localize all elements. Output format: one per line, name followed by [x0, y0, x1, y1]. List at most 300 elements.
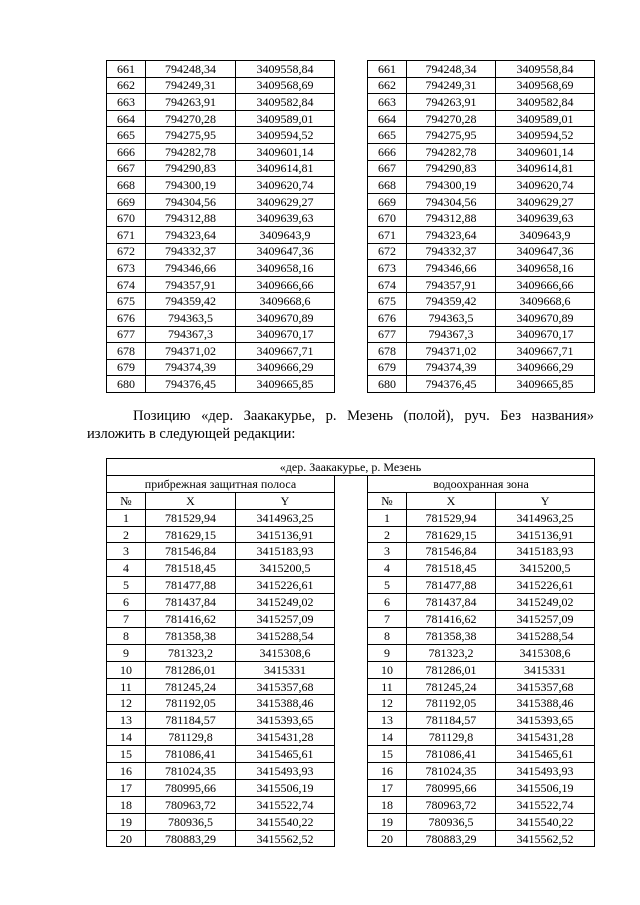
- cell-x-right: 781629,15: [407, 526, 496, 543]
- cell-num-left: 3: [107, 543, 146, 560]
- cell-num-right: 672: [368, 243, 407, 260]
- cell-x-right: 794359,42: [407, 293, 496, 310]
- cell-num-left: 672: [107, 243, 146, 260]
- cell-x-left: 794346,66: [146, 260, 236, 277]
- col-header-y-right: Y: [496, 492, 595, 509]
- cell-x-right: 794275,95: [407, 127, 496, 144]
- cell-x-right: 794371,02: [407, 343, 496, 360]
- table-row: [107, 276, 595, 293]
- cell-num-left: 15: [107, 746, 146, 763]
- gap-cell: [335, 260, 368, 277]
- gap-cell: [335, 712, 368, 729]
- cell-y-left: 3409594,52: [236, 127, 335, 144]
- cell-x-right: 781437,84: [407, 594, 496, 611]
- cell-y-left: 3415388,46: [236, 695, 335, 712]
- cell-x-left: 794282,78: [146, 143, 236, 160]
- cell-num-right: 6: [368, 594, 407, 611]
- cell-y-right: 3409666,66: [496, 276, 595, 293]
- cell-num-left: 1: [107, 509, 146, 526]
- cell-num-right: 2: [368, 526, 407, 543]
- gap-cell: [335, 796, 368, 813]
- cell-y-left: 3409665,85: [236, 376, 335, 393]
- table-row: [107, 543, 595, 560]
- cell-y-left: 3415522,74: [236, 796, 335, 813]
- table-row: [107, 110, 595, 127]
- cell-num-right: 669: [368, 193, 407, 210]
- cell-x-left: 794374,39: [146, 359, 236, 376]
- table-row: [107, 260, 595, 277]
- cell-num-right: 678: [368, 343, 407, 360]
- cell-y-left: 3415183,93: [236, 543, 335, 560]
- cell-x-left: 781286,01: [146, 661, 236, 678]
- cell-y-right: 3409670,17: [496, 326, 595, 343]
- cell-x-right: 794376,45: [407, 376, 496, 393]
- cell-y-right: 3409670,89: [496, 309, 595, 326]
- cell-x-right: 781184,57: [407, 712, 496, 729]
- col-header-y-left: Y: [236, 492, 335, 509]
- cell-num-left: 673: [107, 260, 146, 277]
- cell-y-left: 3415431,28: [236, 729, 335, 746]
- gap-cell: [335, 509, 368, 526]
- cell-y-right: 3409601,14: [496, 143, 595, 160]
- cell-y-left: 3409666,66: [236, 276, 335, 293]
- table-row: [107, 359, 595, 376]
- cell-num-left: 6: [107, 594, 146, 611]
- cell-x-right: 781086,41: [407, 746, 496, 763]
- table-row: [107, 830, 595, 847]
- gap-cell: [335, 526, 368, 543]
- gap-cell: [335, 729, 368, 746]
- cell-y-left: 3409629,27: [236, 193, 335, 210]
- cell-x-right: 781546,84: [407, 543, 496, 560]
- table-row: [107, 627, 595, 644]
- table-row: [107, 77, 595, 94]
- cell-y-right: 3409643,9: [496, 226, 595, 243]
- paragraph-line-1: Позицию «дер. Заакакурье, р. Мезень (полой), руч. Без названия»: [133, 408, 594, 424]
- col-header-num-right: №: [368, 492, 407, 509]
- cell-x-left: 794332,37: [146, 243, 236, 260]
- cell-num-right: 679: [368, 359, 407, 376]
- cell-y-left: 3409667,71: [236, 343, 335, 360]
- cell-num-right: 675: [368, 293, 407, 310]
- cell-x-right: 794263,91: [407, 94, 496, 111]
- cell-y-left: 3409558,84: [236, 61, 335, 78]
- cell-y-left: 3409568,69: [236, 77, 335, 94]
- cell-num-right: 8: [368, 627, 407, 644]
- cell-y-right: 3409629,27: [496, 193, 595, 210]
- left-group-header: прибрежная защитная полоса: [107, 475, 335, 492]
- cell-x-left: 781192,05: [146, 695, 236, 712]
- cell-y-left: 3415288,54: [236, 627, 335, 644]
- cell-x-right: 781477,88: [407, 577, 496, 594]
- cell-num-left: 667: [107, 160, 146, 177]
- table-row: [107, 813, 595, 830]
- cell-y-right: 3409620,74: [496, 177, 595, 194]
- cell-y-left: 3409643,9: [236, 226, 335, 243]
- table-row: [107, 243, 595, 260]
- cell-num-left: 2: [107, 526, 146, 543]
- cell-y-right: 3415465,61: [496, 746, 595, 763]
- cell-num-left: 666: [107, 143, 146, 160]
- gap-cell: [335, 343, 368, 360]
- cell-num-left: 680: [107, 376, 146, 393]
- cell-x-left: 781086,41: [146, 746, 236, 763]
- cell-num-left: 9: [107, 644, 146, 661]
- table-row: [107, 160, 595, 177]
- cell-num-right: 670: [368, 210, 407, 227]
- cell-num-left: 669: [107, 193, 146, 210]
- cell-x-left: 794376,45: [146, 376, 236, 393]
- gap-cell: [335, 193, 368, 210]
- cell-x-left: 780963,72: [146, 796, 236, 813]
- cell-num-right: 674: [368, 276, 407, 293]
- table-row: [107, 763, 595, 780]
- cell-y-right: 3409668,6: [496, 293, 595, 310]
- gap-cell: [335, 309, 368, 326]
- cell-y-left: 3415257,09: [236, 611, 335, 628]
- cell-x-right: 780883,29: [407, 830, 496, 847]
- cell-y-left: 3409666,29: [236, 359, 335, 376]
- table-row: [107, 779, 595, 796]
- table-row: [107, 326, 595, 343]
- cell-num-right: 13: [368, 712, 407, 729]
- cell-y-right: 3415136,91: [496, 526, 595, 543]
- cell-num-right: 5: [368, 577, 407, 594]
- cell-num-right: 673: [368, 260, 407, 277]
- cell-x-right: 794357,91: [407, 276, 496, 293]
- cell-x-left: 794363,5: [146, 309, 236, 326]
- gap-cell: [335, 695, 368, 712]
- table-row: [107, 143, 595, 160]
- gap-cell: [335, 577, 368, 594]
- cell-num-right: 661: [368, 61, 407, 78]
- cell-x-right: 781245,24: [407, 678, 496, 695]
- cell-y-right: 3409582,84: [496, 94, 595, 111]
- right-group-header: водоохранная зона: [368, 475, 595, 492]
- gap-cell: [335, 177, 368, 194]
- gap-cell: [335, 94, 368, 111]
- cell-x-left: 781629,15: [146, 526, 236, 543]
- table-row: [107, 343, 595, 360]
- gap-cell: [335, 226, 368, 243]
- cell-num-right: 19: [368, 813, 407, 830]
- cell-num-left: 5: [107, 577, 146, 594]
- cell-y-right: 3409658,16: [496, 260, 595, 277]
- bottom-table-body: [107, 459, 595, 847]
- cell-num-right: 662: [368, 77, 407, 94]
- cell-y-left: 3415393,65: [236, 712, 335, 729]
- cell-x-right: 794323,64: [407, 226, 496, 243]
- cell-x-left: 794304,56: [146, 193, 236, 210]
- cell-num-left: 17: [107, 779, 146, 796]
- cell-x-left: 780936,5: [146, 813, 236, 830]
- gap-cell: [335, 746, 368, 763]
- cell-y-left: 3409601,14: [236, 143, 335, 160]
- table-row: [107, 577, 595, 594]
- gap-cell: [335, 143, 368, 160]
- cell-x-right: 781286,01: [407, 661, 496, 678]
- table-row: [107, 644, 595, 661]
- gap-cell: [335, 359, 368, 376]
- cell-y-left: 3415506,19: [236, 779, 335, 796]
- cell-x-left: 781529,94: [146, 509, 236, 526]
- cell-x-left: 794367,3: [146, 326, 236, 343]
- cell-y-left: 3415540,22: [236, 813, 335, 830]
- cell-x-left: 781245,24: [146, 678, 236, 695]
- cell-y-right: 3409666,29: [496, 359, 595, 376]
- cell-y-right: 3415540,22: [496, 813, 595, 830]
- cell-y-right: 3409614,81: [496, 160, 595, 177]
- cell-num-left: 16: [107, 763, 146, 780]
- cell-y-left: 3415562,52: [236, 830, 335, 847]
- cell-y-left: 3415357,68: [236, 678, 335, 695]
- cell-x-left: 781546,84: [146, 543, 236, 560]
- gap-cell: [335, 61, 368, 78]
- cell-num-left: 10: [107, 661, 146, 678]
- table-row: [107, 293, 595, 310]
- cell-y-left: 3409668,6: [236, 293, 335, 310]
- table-row: [107, 695, 595, 712]
- cell-x-left: 781437,84: [146, 594, 236, 611]
- cell-y-right: 3415249,02: [496, 594, 595, 611]
- cell-y-left: 3409620,74: [236, 177, 335, 194]
- cell-num-left: 668: [107, 177, 146, 194]
- cell-x-right: 780995,66: [407, 779, 496, 796]
- cell-x-right: 794300,19: [407, 177, 496, 194]
- cell-y-right: 3415257,09: [496, 611, 595, 628]
- cell-num-left: 670: [107, 210, 146, 227]
- cell-y-right: 3409639,63: [496, 210, 595, 227]
- cell-x-left: 794248,34: [146, 61, 236, 78]
- cell-num-right: 667: [368, 160, 407, 177]
- cell-num-right: 4: [368, 560, 407, 577]
- cell-num-right: 14: [368, 729, 407, 746]
- cell-y-right: 3415308,6: [496, 644, 595, 661]
- cell-x-right: 781529,94: [407, 509, 496, 526]
- cell-num-right: 677: [368, 326, 407, 343]
- cell-y-right: 3409667,71: [496, 343, 595, 360]
- gap-cell: [335, 594, 368, 611]
- cell-y-left: 3415331: [236, 661, 335, 678]
- cell-num-right: 9: [368, 644, 407, 661]
- table-row: [107, 594, 595, 611]
- cell-x-right: 780936,5: [407, 813, 496, 830]
- cell-num-left: 671: [107, 226, 146, 243]
- cell-y-left: 3415465,61: [236, 746, 335, 763]
- cell-y-left: 3415249,02: [236, 594, 335, 611]
- cell-y-right: 3415393,65: [496, 712, 595, 729]
- cell-x-left: 781416,62: [146, 611, 236, 628]
- coordinates-table-continued: [106, 60, 595, 393]
- cell-y-right: 3415562,52: [496, 830, 595, 847]
- cell-x-right: 794249,31: [407, 77, 496, 94]
- cell-num-left: 8: [107, 627, 146, 644]
- cell-x-right: 781323,2: [407, 644, 496, 661]
- cell-x-right: 781129,8: [407, 729, 496, 746]
- cell-y-left: 3409589,01: [236, 110, 335, 127]
- cell-num-left: 20: [107, 830, 146, 847]
- cell-x-left: 781477,88: [146, 577, 236, 594]
- table-title-row: [107, 459, 595, 476]
- cell-x-left: 794249,31: [146, 77, 236, 94]
- cell-num-right: 10: [368, 661, 407, 678]
- cell-x-left: 794263,91: [146, 94, 236, 111]
- cell-num-right: 676: [368, 309, 407, 326]
- cell-y-right: 3415331: [496, 661, 595, 678]
- cell-num-right: 671: [368, 226, 407, 243]
- paragraph-line-2: изложить в следующей редакции:: [87, 426, 296, 442]
- cell-num-left: 663: [107, 94, 146, 111]
- cell-x-right: 781358,38: [407, 627, 496, 644]
- cell-x-right: 781518,45: [407, 560, 496, 577]
- cell-x-left: 794290,83: [146, 160, 236, 177]
- cell-num-left: 677: [107, 326, 146, 343]
- gap-cell: [335, 276, 368, 293]
- cell-y-right: 3415522,74: [496, 796, 595, 813]
- cell-y-left: 3415200,5: [236, 560, 335, 577]
- gap-cell: [335, 813, 368, 830]
- table-row: [107, 193, 595, 210]
- cell-num-right: 20: [368, 830, 407, 847]
- table-row: [107, 661, 595, 678]
- cell-x-right: 781024,35: [407, 763, 496, 780]
- cell-x-right: 781192,05: [407, 695, 496, 712]
- cell-x-left: 781518,45: [146, 560, 236, 577]
- cell-y-right: 3409589,01: [496, 110, 595, 127]
- cell-num-left: 11: [107, 678, 146, 695]
- group-header-row: [107, 475, 595, 492]
- cell-num-left: 665: [107, 127, 146, 144]
- cell-num-left: 679: [107, 359, 146, 376]
- cell-y-right: 3409568,69: [496, 77, 595, 94]
- table-row: [107, 509, 595, 526]
- coordinates-table-new: [106, 458, 595, 847]
- cell-x-right: 794304,56: [407, 193, 496, 210]
- cell-num-right: 664: [368, 110, 407, 127]
- cell-num-left: 4: [107, 560, 146, 577]
- table-row: [107, 746, 595, 763]
- cell-y-left: 3415226,61: [236, 577, 335, 594]
- cell-num-left: 674: [107, 276, 146, 293]
- gap-cell: [335, 492, 368, 509]
- cell-x-right: 794374,39: [407, 359, 496, 376]
- cell-y-right: 3409558,84: [496, 61, 595, 78]
- cell-num-left: 664: [107, 110, 146, 127]
- gap-cell: [335, 210, 368, 227]
- cell-y-left: 3409614,81: [236, 160, 335, 177]
- cell-num-right: 16: [368, 763, 407, 780]
- cell-x-right: 794270,28: [407, 110, 496, 127]
- cell-y-right: 3415183,93: [496, 543, 595, 560]
- cell-y-right: 3415431,28: [496, 729, 595, 746]
- table-row: [107, 678, 595, 695]
- gap-cell: [335, 110, 368, 127]
- table-row: [107, 796, 595, 813]
- column-header-row: [107, 492, 595, 509]
- cell-num-left: 7: [107, 611, 146, 628]
- cell-y-right: 3415388,46: [496, 695, 595, 712]
- cell-y-right: 3414963,25: [496, 509, 595, 526]
- cell-x-right: 794290,83: [407, 160, 496, 177]
- cell-y-left: 3415493,93: [236, 763, 335, 780]
- cell-x-left: 794312,88: [146, 210, 236, 227]
- cell-x-left: 794359,42: [146, 293, 236, 310]
- cell-x-left: 780883,29: [146, 830, 236, 847]
- cell-y-left: 3415308,6: [236, 644, 335, 661]
- instruction-paragraph: [87, 407, 594, 443]
- cell-x-left: 794270,28: [146, 110, 236, 127]
- cell-y-left: 3409658,16: [236, 260, 335, 277]
- cell-x-right: 781416,62: [407, 611, 496, 628]
- table-row: [107, 226, 595, 243]
- col-header-x-right: X: [407, 492, 496, 509]
- cell-x-right: 794367,3: [407, 326, 496, 343]
- cell-num-left: 18: [107, 796, 146, 813]
- cell-x-left: 794371,02: [146, 343, 236, 360]
- cell-y-right: 3415506,19: [496, 779, 595, 796]
- gap-cell: [335, 376, 368, 393]
- table-row: [107, 526, 595, 543]
- cell-y-right: 3409665,85: [496, 376, 595, 393]
- cell-x-right: 794332,37: [407, 243, 496, 260]
- cell-num-right: 666: [368, 143, 407, 160]
- cell-num-left: 662: [107, 77, 146, 94]
- gap-cell: [335, 661, 368, 678]
- cell-num-left: 12: [107, 695, 146, 712]
- cell-num-left: 661: [107, 61, 146, 78]
- gap-cell: [335, 763, 368, 780]
- cell-num-left: 678: [107, 343, 146, 360]
- cell-y-left: 3409639,63: [236, 210, 335, 227]
- gap-cell: [335, 627, 368, 644]
- gap-cell: [335, 543, 368, 560]
- gap-cell: [335, 326, 368, 343]
- cell-x-left: 780995,66: [146, 779, 236, 796]
- gap-cell: [335, 160, 368, 177]
- gap-cell: [335, 560, 368, 577]
- cell-x-left: 794323,64: [146, 226, 236, 243]
- table-row: [107, 94, 595, 111]
- gap-cell: [335, 644, 368, 661]
- gap-cell: [335, 611, 368, 628]
- cell-y-left: 3415136,91: [236, 526, 335, 543]
- cell-x-left: 794357,91: [146, 276, 236, 293]
- gap-cell: [335, 243, 368, 260]
- cell-x-left: 781129,8: [146, 729, 236, 746]
- cell-num-right: 15: [368, 746, 407, 763]
- cell-num-left: 675: [107, 293, 146, 310]
- cell-num-right: 17: [368, 779, 407, 796]
- cell-y-right: 3415357,68: [496, 678, 595, 695]
- cell-x-right: 794346,66: [407, 260, 496, 277]
- cell-num-right: 11: [368, 678, 407, 695]
- table-title: «дер. Заакакурье, р. Мезень: [107, 459, 595, 476]
- gap-cell: [335, 779, 368, 796]
- cell-x-right: 780963,72: [407, 796, 496, 813]
- cell-x-right: 794363,5: [407, 309, 496, 326]
- cell-x-right: 794282,78: [407, 143, 496, 160]
- cell-x-right: 794248,34: [407, 61, 496, 78]
- cell-num-right: 1: [368, 509, 407, 526]
- cell-num-left: 14: [107, 729, 146, 746]
- cell-num-left: 19: [107, 813, 146, 830]
- cell-num-right: 680: [368, 376, 407, 393]
- cell-x-left: 794275,95: [146, 127, 236, 144]
- table-row: [107, 560, 595, 577]
- cell-y-right: 3415200,5: [496, 560, 595, 577]
- cell-num-right: 3: [368, 543, 407, 560]
- table-row: [107, 177, 595, 194]
